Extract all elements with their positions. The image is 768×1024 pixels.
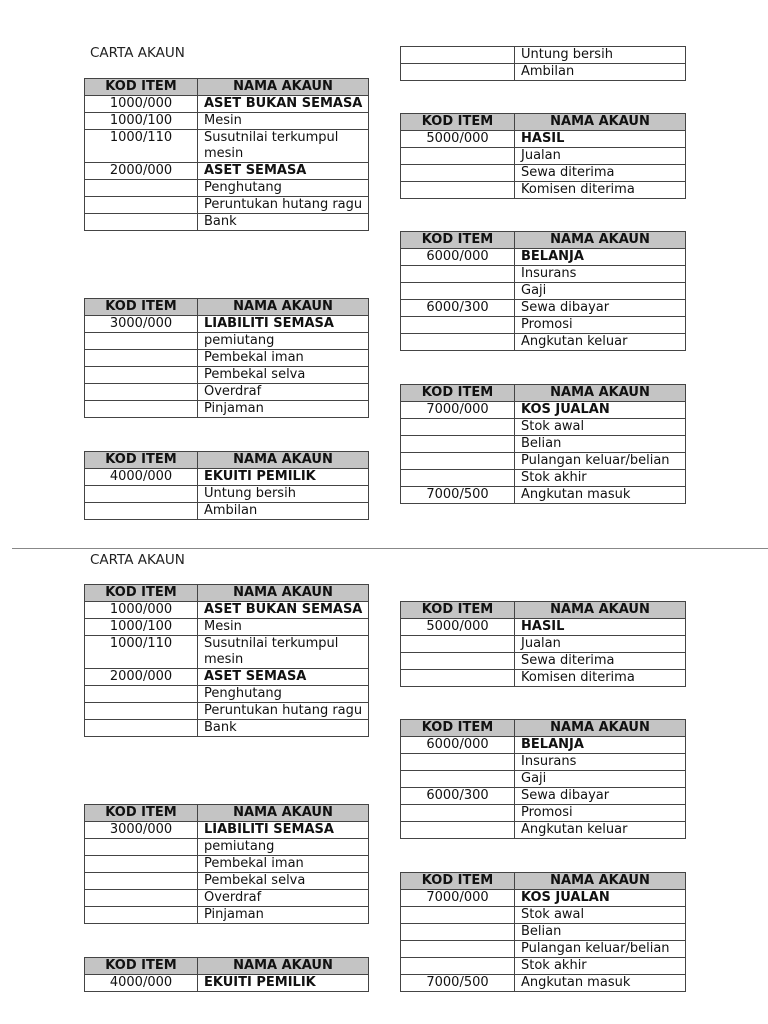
kod-item-header: KOD ITEM [401,873,515,890]
kod-cell [401,436,515,453]
nama-cell: Penghutang [198,180,369,197]
account-table-kos-jualan [400,872,686,992]
nama-cell: Angkutan keluar [515,822,686,839]
nama-cell: Overdraf [198,384,369,401]
account-table-belanja [400,231,686,351]
kod-cell [85,907,198,924]
kod-cell: 1000/100 [85,113,198,130]
table-header-row [401,873,686,890]
kod-cell [401,958,515,975]
table-row [85,180,369,197]
table-row [401,249,686,266]
page-divider [12,548,768,549]
nama-cell: Promosi [515,317,686,334]
kod-cell [85,703,198,720]
table-row [401,453,686,470]
kod-cell [85,720,198,737]
nama-cell: Bank [198,214,369,231]
nama-cell: Ambilan [515,64,686,81]
table-row [85,873,369,890]
kod-cell [401,47,515,64]
table-header-row [401,385,686,402]
account-table-aset [84,78,369,231]
account-table-belanja [400,719,686,839]
kod-cell [85,856,198,873]
kod-cell [401,822,515,839]
nama-cell: Untung bersih [515,47,686,64]
nama-cell: Susutnilai terkumpul mesin [198,636,369,669]
nama-cell: Jualan [515,148,686,165]
table-row [401,317,686,334]
table-row [85,316,369,333]
kod-cell: 7000/500 [401,487,515,504]
nama-cell: Penghutang [198,686,369,703]
table-row [401,822,686,839]
nama-cell: BELANJA [515,737,686,754]
kod-cell: 5000/000 [401,131,515,148]
kod-cell: 6000/000 [401,737,515,754]
kod-cell [85,401,198,418]
kod-item-header: KOD ITEM [85,958,198,975]
nama-cell: Belian [515,436,686,453]
nama-cell: ASET BUKAN SEMASA [198,96,369,113]
table-row [401,131,686,148]
kod-cell [85,180,198,197]
nama-cell: EKUITI PEMILIK [198,975,369,992]
nama-cell: Komisen diterima [515,182,686,199]
kod-cell [85,873,198,890]
nama-cell: Pembekal iman [198,350,369,367]
kod-item-header: KOD ITEM [401,114,515,131]
kod-cell: 1000/110 [85,636,198,669]
nama-cell: Angkutan keluar [515,334,686,351]
nama-cell: Stok akhir [515,470,686,487]
kod-cell [401,419,515,436]
table-row [85,163,369,180]
kod-cell [401,334,515,351]
kod-cell [85,503,198,520]
kod-item-header: KOD ITEM [401,385,515,402]
page-title: CARTA AKAUN [90,552,185,568]
table-row [85,669,369,686]
table-row [401,975,686,992]
nama-cell: Stok awal [515,419,686,436]
table-row [401,300,686,317]
table-row [85,367,369,384]
kod-cell: 1000/000 [85,602,198,619]
nama-cell: Pulangan keluar/belian [515,453,686,470]
nama-cell: Stok awal [515,907,686,924]
table-row [85,469,369,486]
nama-cell: Insurans [515,754,686,771]
kod-cell [401,636,515,653]
kod-item-header: KOD ITEM [401,720,515,737]
table-row [401,334,686,351]
table-header-row [85,585,369,602]
table-row [85,890,369,907]
kod-cell [401,470,515,487]
nama-cell: Pembekal iman [198,856,369,873]
nama-cell: Stok akhir [515,958,686,975]
table-row [401,636,686,653]
table-row [401,771,686,788]
nama-cell: Insurans [515,266,686,283]
nama-cell: Peruntukan hutang ragu [198,197,369,214]
nama-cell: KOS JUALAN [515,402,686,419]
nama-cell: Mesin [198,619,369,636]
account-table-ekuiti [84,451,369,520]
nama-akaun-header: NAMA AKAUN [198,79,369,96]
account-table-ekuiti [84,957,369,992]
kod-cell [401,771,515,788]
kod-cell [85,197,198,214]
kod-cell: 7000/500 [401,975,515,992]
table-row [85,197,369,214]
kod-cell: 6000/300 [401,300,515,317]
kod-cell [401,653,515,670]
nama-cell: Belian [515,924,686,941]
account-table-aset [84,584,369,737]
kod-cell: 5000/000 [401,619,515,636]
nama-cell: Komisen diterima [515,670,686,687]
nama-cell: Overdraf [198,890,369,907]
table-header-row [401,232,686,249]
kod-cell [85,686,198,703]
kod-cell [401,148,515,165]
kod-cell [85,333,198,350]
nama-cell: Sewa dibayar [515,788,686,805]
table-row [401,165,686,182]
kod-cell [85,486,198,503]
kod-cell: 1000/110 [85,130,198,163]
nama-cell: LIABILITI SEMASA [198,316,369,333]
kod-cell [401,754,515,771]
table-row [401,266,686,283]
nama-akaun-header: NAMA AKAUN [515,602,686,619]
kod-cell [401,64,515,81]
kod-cell: 3000/000 [85,822,198,839]
table-header-row [401,720,686,737]
table-row [85,503,369,520]
table-row [401,788,686,805]
nama-cell: Susutnilai terkumpul mesin [198,130,369,163]
nama-akaun-header: NAMA AKAUN [515,385,686,402]
table-header-row [85,958,369,975]
account-table-liabiliti [84,804,369,924]
kod-cell [401,453,515,470]
kod-cell [85,214,198,231]
table-row [401,754,686,771]
kod-cell [401,283,515,300]
nama-cell: Pinjaman [198,907,369,924]
nama-akaun-header: NAMA AKAUN [198,958,369,975]
table-row [401,907,686,924]
nama-cell: pemiutang [198,333,369,350]
table-row [85,113,369,130]
kod-cell: 2000/000 [85,669,198,686]
table-row [85,686,369,703]
nama-cell: Angkutan masuk [515,975,686,992]
account-table-continuation [400,46,686,81]
nama-cell: ASET BUKAN SEMASA [198,602,369,619]
nama-cell: HASIL [515,131,686,148]
table-row [85,839,369,856]
kod-cell [85,367,198,384]
nama-akaun-header: NAMA AKAUN [515,873,686,890]
table-row [401,283,686,300]
table-row [401,419,686,436]
kod-cell: 4000/000 [85,469,198,486]
nama-cell: ASET SEMASA [198,163,369,180]
table-row [85,720,369,737]
table-header-row [85,805,369,822]
kod-item-header: KOD ITEM [85,79,198,96]
kod-item-header: KOD ITEM [85,452,198,469]
kod-cell [85,384,198,401]
table-row [85,486,369,503]
table-row [401,653,686,670]
table-header-row [85,452,369,469]
nama-cell: Angkutan masuk [515,487,686,504]
kod-cell: 6000/300 [401,788,515,805]
table-row [401,64,686,81]
nama-akaun-header: NAMA AKAUN [198,585,369,602]
table-row [401,487,686,504]
kod-item-header: KOD ITEM [401,602,515,619]
nama-cell: Pembekal selva [198,367,369,384]
table-header-row [85,79,369,96]
kod-cell [401,941,515,958]
table-row [401,470,686,487]
table-row [85,130,369,163]
nama-akaun-header: NAMA AKAUN [515,114,686,131]
nama-cell: BELANJA [515,249,686,266]
kod-cell [401,907,515,924]
table-row [85,96,369,113]
nama-cell: Bank [198,720,369,737]
table-header-row [401,114,686,131]
kod-cell [85,350,198,367]
nama-cell: Pinjaman [198,401,369,418]
table-row [85,907,369,924]
table-row [401,670,686,687]
table-row [85,975,369,992]
nama-cell: Gaji [515,283,686,300]
nama-cell: LIABILITI SEMASA [198,822,369,839]
kod-cell [401,317,515,334]
table-row [85,350,369,367]
table-row [85,856,369,873]
nama-cell: Pembekal selva [198,873,369,890]
nama-cell: Jualan [515,636,686,653]
kod-cell: 1000/000 [85,96,198,113]
table-row [401,941,686,958]
nama-akaun-header: NAMA AKAUN [198,805,369,822]
table-row [85,333,369,350]
table-row [85,401,369,418]
nama-cell: HASIL [515,619,686,636]
table-row [401,890,686,907]
kod-cell [401,182,515,199]
nama-cell: KOS JUALAN [515,890,686,907]
table-row [85,214,369,231]
table-row [85,602,369,619]
account-table-hasil [400,601,686,687]
kod-cell [401,670,515,687]
kod-item-header: KOD ITEM [401,232,515,249]
table-row [85,636,369,669]
kod-cell: 1000/100 [85,619,198,636]
table-row [401,737,686,754]
kod-cell: 4000/000 [85,975,198,992]
table-row [401,402,686,419]
kod-cell: 7000/000 [401,402,515,419]
nama-cell: Promosi [515,805,686,822]
table-row [401,619,686,636]
nama-cell: pemiutang [198,839,369,856]
table-row [401,958,686,975]
kod-item-header: KOD ITEM [85,805,198,822]
kod-cell [85,839,198,856]
nama-akaun-header: NAMA AKAUN [198,452,369,469]
account-table-liabiliti [84,298,369,418]
table-row [401,436,686,453]
kod-cell: 6000/000 [401,249,515,266]
table-row [85,384,369,401]
nama-cell: Ambilan [198,503,369,520]
kod-item-header: KOD ITEM [85,299,198,316]
nama-cell: Untung bersih [198,486,369,503]
page-title: CARTA AKAUN [90,45,185,61]
table-row [401,924,686,941]
nama-cell: Pulangan keluar/belian [515,941,686,958]
table-row [85,619,369,636]
nama-cell: Gaji [515,771,686,788]
nama-cell: Mesin [198,113,369,130]
table-row [401,805,686,822]
table-header-row [85,299,369,316]
kod-cell [401,266,515,283]
nama-akaun-header: NAMA AKAUN [198,299,369,316]
table-row [401,182,686,199]
nama-akaun-header: NAMA AKAUN [515,232,686,249]
kod-cell: 2000/000 [85,163,198,180]
table-row [401,148,686,165]
kod-item-header: KOD ITEM [85,585,198,602]
account-table-kos-jualan [400,384,686,504]
nama-cell: Sewa diterima [515,653,686,670]
table-row [401,47,686,64]
kod-cell [401,924,515,941]
nama-cell: Sewa diterima [515,165,686,182]
table-header-row [401,602,686,619]
nama-akaun-header: NAMA AKAUN [515,720,686,737]
kod-cell: 3000/000 [85,316,198,333]
table-row [85,703,369,720]
nama-cell: Sewa dibayar [515,300,686,317]
nama-cell: ASET SEMASA [198,669,369,686]
table-row [85,822,369,839]
kod-cell [401,165,515,182]
account-table-hasil [400,113,686,199]
kod-cell [401,805,515,822]
kod-cell [85,890,198,907]
nama-cell: EKUITI PEMILIK [198,469,369,486]
nama-cell: Peruntukan hutang ragu [198,703,369,720]
kod-cell: 7000/000 [401,890,515,907]
